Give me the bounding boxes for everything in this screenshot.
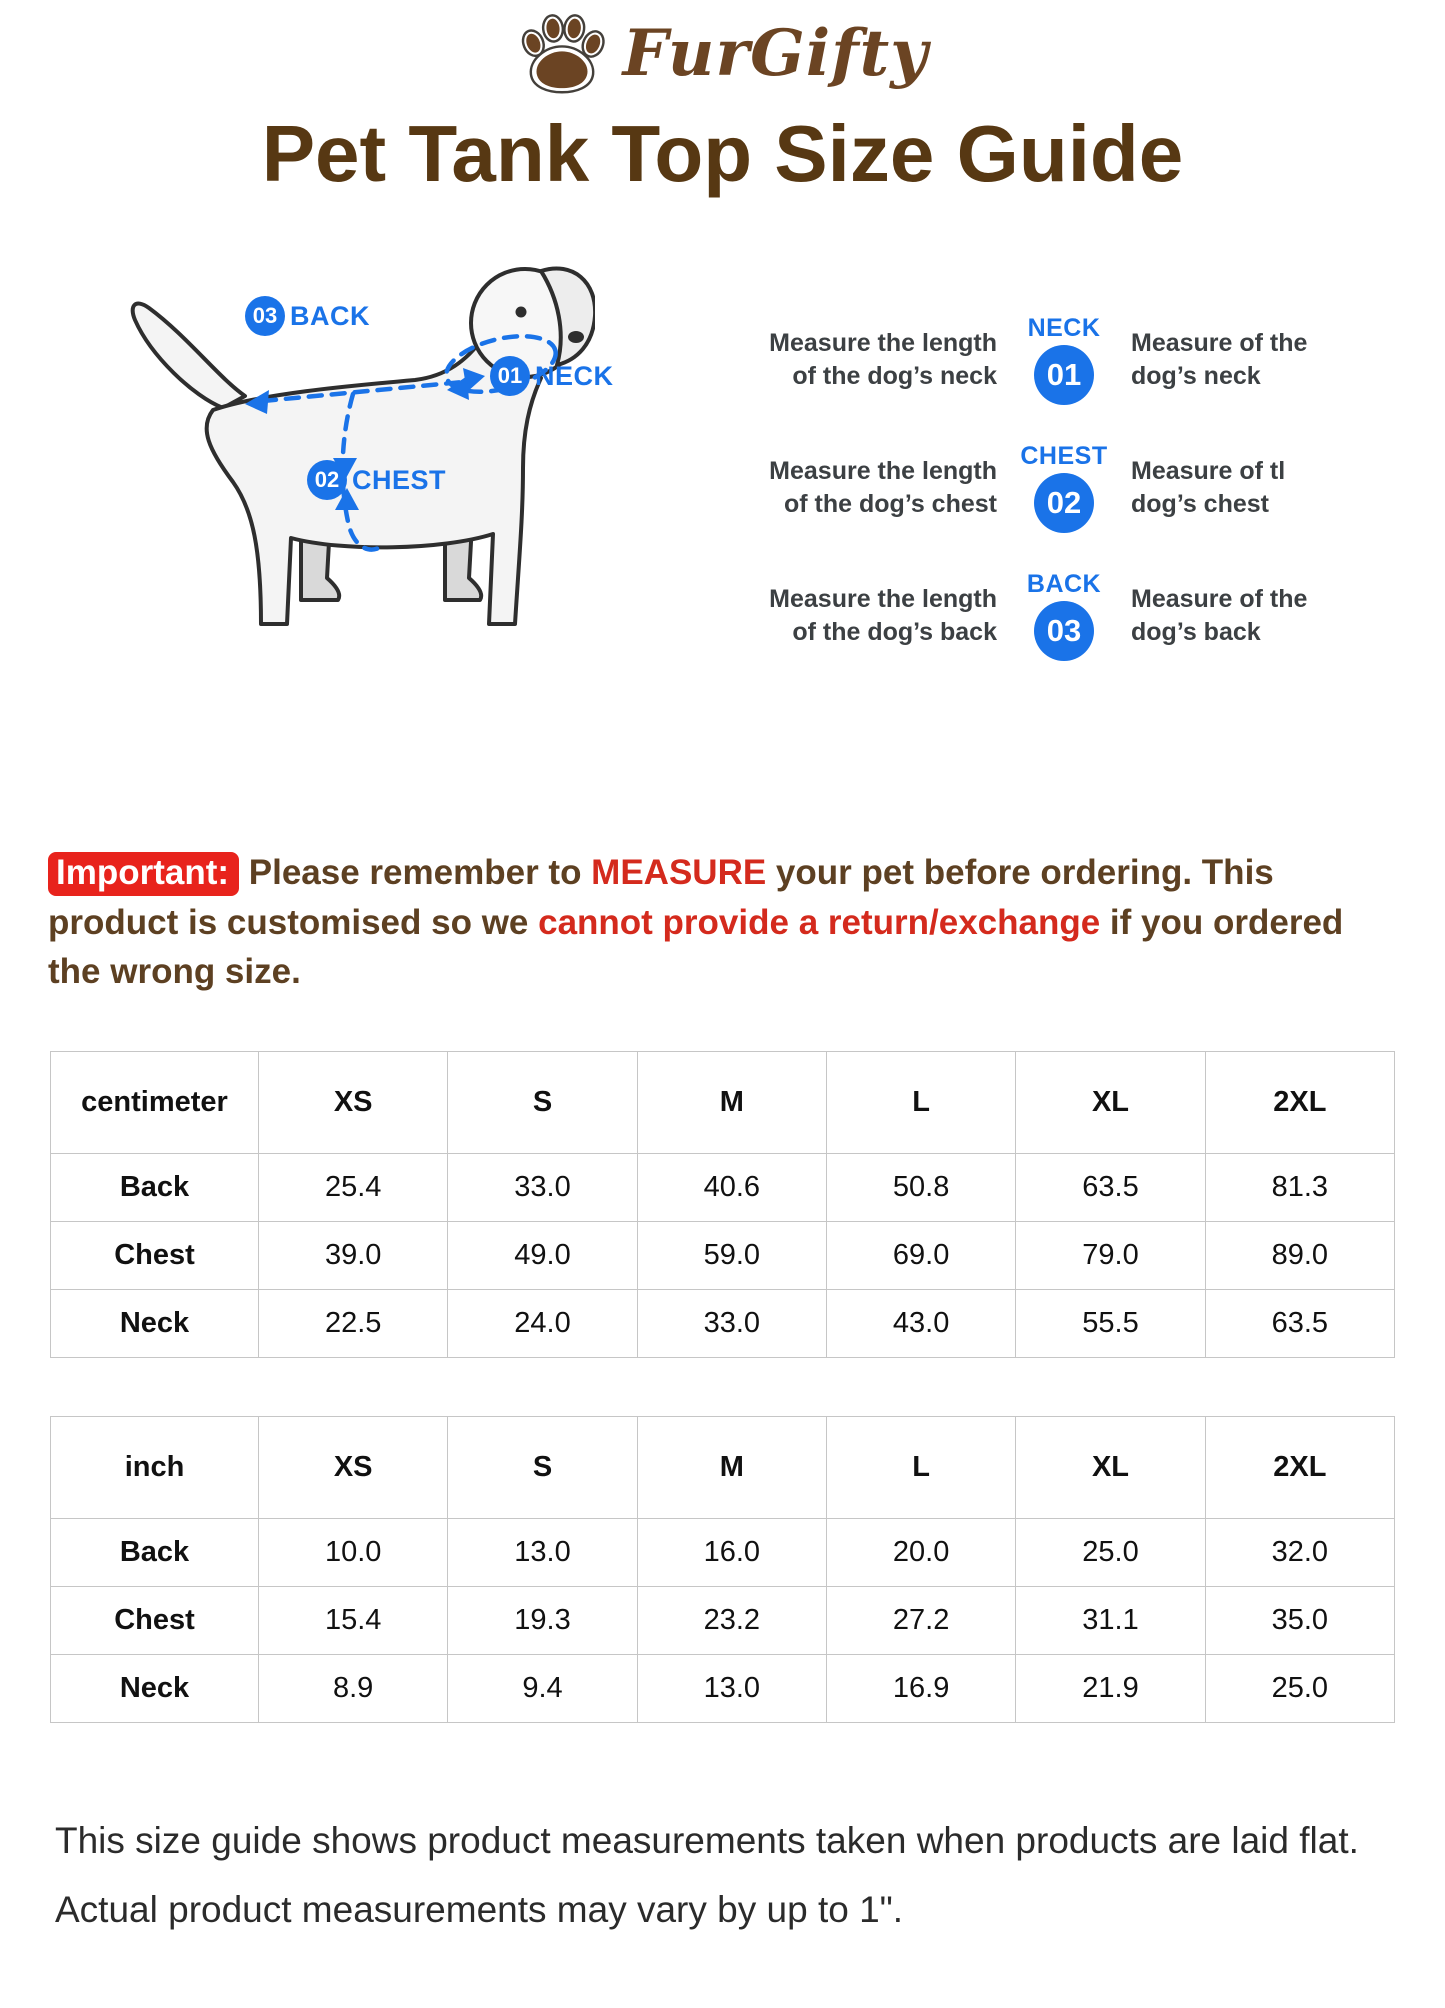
important-text-3: if you ordered the wrong size.	[48, 902, 1344, 992]
size-header-m: M	[637, 1052, 826, 1154]
row-label: Back	[51, 1519, 259, 1587]
instruction-back-left-text	[745, 583, 997, 648]
table-cell: 24.0	[448, 1290, 637, 1358]
table-cell: 39.0	[259, 1222, 448, 1290]
table-cell: 13.0	[637, 1655, 826, 1723]
brand-name: FurGifty	[622, 15, 929, 91]
furgifty-logo	[0, 0, 1445, 94]
badge-label: CHEST	[1020, 442, 1108, 470]
measurement-diagram	[0, 238, 1445, 736]
table-cell: 31.1	[1016, 1587, 1205, 1655]
badge-number: 02	[1034, 473, 1094, 533]
table-cell: 19.3	[448, 1587, 637, 1655]
table-cell: 79.0	[1016, 1222, 1205, 1290]
instruction-neck	[745, 314, 1391, 405]
important-badge: Important:	[48, 852, 239, 896]
dog-label-chest	[307, 460, 446, 500]
table-cell: 25.4	[259, 1154, 448, 1222]
size-header-s: S	[448, 1417, 637, 1519]
text-line: of the dog’s neck	[792, 361, 997, 390]
table-cell: 49.0	[448, 1222, 637, 1290]
text-line: dog’s neck	[1131, 361, 1261, 390]
table-cell: 89.0	[1205, 1222, 1394, 1290]
row-label: Back	[51, 1154, 259, 1222]
table-cell: 8.9	[259, 1655, 448, 1723]
badge-label: BACK	[1026, 570, 1102, 598]
instruction-neck-right-text	[1131, 327, 1391, 392]
table-row-back	[51, 1154, 1395, 1222]
instruction-back	[745, 570, 1391, 661]
table-cell: 33.0	[637, 1290, 826, 1358]
instruction-back-badge	[1013, 570, 1115, 661]
neck-number-badge: 01	[490, 356, 530, 396]
row-label: Chest	[51, 1222, 259, 1290]
unit-header: centimeter	[51, 1052, 259, 1154]
size-header-s: S	[448, 1052, 637, 1154]
table-cell: 20.0	[826, 1519, 1015, 1587]
important-text-1: Please remember to	[239, 853, 592, 892]
table-cell: 23.2	[637, 1587, 826, 1655]
text-line: Measure the length	[769, 585, 997, 613]
instruction-neck-badge	[1013, 314, 1115, 405]
table-cell: 32.0	[1205, 1519, 1394, 1587]
unit-header: inch	[51, 1417, 259, 1519]
table-cell: 15.4	[259, 1587, 448, 1655]
text-line: Measure the length	[769, 329, 997, 357]
footnote: This size guide shows product measurements taken when products are laid flat. Actual product measurements may vary by up to 1".	[55, 1820, 1359, 1930]
table-cell: 25.0	[1016, 1519, 1205, 1587]
size-table-inch	[50, 1416, 1395, 1723]
size-header-l: L	[826, 1052, 1015, 1154]
table-cell: 69.0	[826, 1222, 1015, 1290]
text-line: dog’s back	[1131, 617, 1261, 646]
text-line: Measure the length	[769, 457, 997, 485]
table-cell: 10.0	[259, 1519, 448, 1587]
table-cell: 59.0	[637, 1222, 826, 1290]
measurement-instructions	[745, 238, 1445, 736]
table-cell: 25.0	[1205, 1655, 1394, 1723]
table-row-chest	[51, 1587, 1395, 1655]
chest-number-badge: 02	[307, 460, 347, 500]
table-row-neck	[51, 1290, 1395, 1358]
important-text-2: your pet before ordering. This product is customised so we	[48, 853, 1274, 942]
table-cell: 43.0	[826, 1290, 1015, 1358]
size-table-centimeter	[50, 1051, 1395, 1358]
dog-diagram	[95, 238, 614, 658]
back-number-badge: 03	[245, 296, 285, 336]
instruction-neck-left-text	[745, 327, 997, 392]
table-cell: 55.5	[1016, 1290, 1205, 1358]
instruction-chest-badge	[1013, 442, 1115, 533]
table-cell: 27.2	[826, 1587, 1015, 1655]
badge-label: NECK	[1027, 314, 1101, 342]
text-line: Measure of tl	[1131, 457, 1286, 485]
table-cell: 63.5	[1205, 1290, 1394, 1358]
text-line: Measure of the	[1131, 585, 1308, 613]
table-header-row	[51, 1052, 1395, 1154]
important-note	[48, 848, 1395, 997]
table-cell: 35.0	[1205, 1587, 1394, 1655]
instruction-chest	[745, 442, 1391, 533]
table-row-neck	[51, 1655, 1395, 1723]
row-label: Neck	[51, 1290, 259, 1358]
size-header-xs: XS	[259, 1417, 448, 1519]
neck-label: NECK	[535, 360, 614, 391]
important-highlight-return: cannot provide a return/exchange	[538, 902, 1101, 942]
table-cell: 9.4	[448, 1655, 637, 1723]
table-cell: 63.5	[1016, 1154, 1205, 1222]
table-cell: 16.9	[826, 1655, 1015, 1723]
size-header-l: L	[826, 1417, 1015, 1519]
size-header-2xl: 2XL	[1205, 1417, 1394, 1519]
table-cell: 81.3	[1205, 1154, 1394, 1222]
instruction-chest-left-text	[745, 455, 997, 520]
badge-number: 01	[1034, 345, 1094, 405]
table-header-row	[51, 1417, 1395, 1519]
dog-label-back	[245, 296, 370, 336]
size-header-m: M	[637, 1417, 826, 1519]
table-row-back	[51, 1519, 1395, 1587]
text-line: of the dog’s chest	[784, 489, 997, 518]
size-header-xl: XL	[1016, 1052, 1205, 1154]
important-highlight-measure: MEASURE	[591, 853, 767, 892]
table-cell: 22.5	[259, 1290, 448, 1358]
instruction-chest-right-text	[1131, 455, 1391, 520]
table-cell: 50.8	[826, 1154, 1015, 1222]
table-row-chest	[51, 1222, 1395, 1290]
table-cell: 21.9	[1016, 1655, 1205, 1723]
table-cell: 33.0	[448, 1154, 637, 1222]
text-line: of the dog’s back	[792, 617, 997, 646]
size-header-xl: XL	[1016, 1417, 1205, 1519]
row-label: Neck	[51, 1655, 259, 1723]
dog-label-neck	[490, 356, 614, 396]
table-cell: 40.6	[637, 1154, 826, 1222]
back-label: BACK	[290, 300, 370, 331]
size-header-2xl: 2XL	[1205, 1052, 1394, 1154]
page-title: Pet Tank Top Size Guide	[261, 109, 1184, 198]
table-cell: 16.0	[637, 1519, 826, 1587]
text-line: dog’s chest	[1131, 489, 1269, 518]
size-header-xs: XS	[259, 1052, 448, 1154]
badge-number: 03	[1034, 601, 1094, 661]
paw-icon	[517, 12, 607, 94]
chest-label: CHEST	[352, 464, 447, 495]
table-cell: 13.0	[448, 1519, 637, 1587]
row-label: Chest	[51, 1587, 259, 1655]
text-line: Measure of the	[1131, 329, 1308, 357]
instruction-back-right-text	[1131, 583, 1391, 648]
